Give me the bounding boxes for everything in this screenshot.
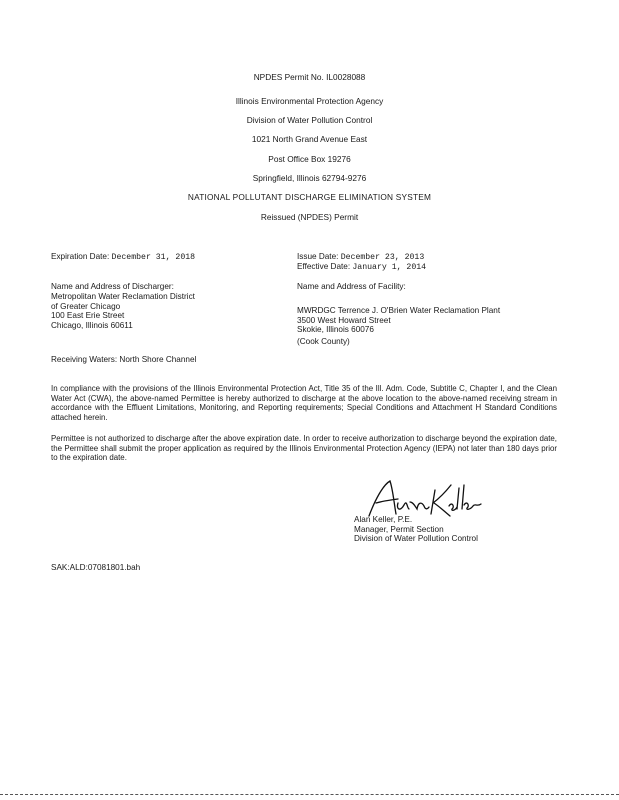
issue-label: Issue Date: (297, 252, 339, 261)
facility-address (297, 306, 500, 346)
signatory-org: Division of Water Pollution Control (354, 534, 478, 543)
facility-line: 3500 West Howard Street (297, 315, 391, 325)
street-address: 1021 North Grand Avenue East (251, 134, 368, 144)
signatory-name: Alan Keller, P.E. (354, 515, 413, 524)
effective-date (297, 262, 426, 273)
signatory-block (354, 515, 478, 544)
permit-number: NPDES Permit No. IL0028088 (253, 72, 366, 82)
discharger-line: Chicago, Illinois 60611 (51, 320, 133, 330)
expiration-value: December 31, 2018 (111, 253, 196, 262)
discharger-line: Metropolitan Water Reclamation District (51, 292, 195, 301)
facility-line: MWRDGC Terrence J. O'Brien Water Reclamation Plant (297, 306, 501, 315)
facility-line: Skokie, Illinois 60076 (297, 325, 374, 334)
reissue-title: Reissued (NPDES) Permit (260, 212, 359, 222)
expiration-paragraph: Permittee is not authorized to discharge after the above expiration date. In order to receive authorization to discharge beyond the expiration date, the Permittee shall submit the proper application as required by the Illinois Environmental Protection Agency (IEPA) not later than 180 days prior to the expiration date. (51, 434, 557, 463)
division-name: Division of Water Pollution Control (246, 115, 373, 125)
issue-date (297, 252, 424, 263)
facility-line: (Cook County) (297, 336, 350, 346)
effective-value: January 1, 2014 (352, 263, 427, 272)
discharger-heading: Name and Address of Discharger: (51, 282, 174, 291)
issue-value: December 23, 2013 (340, 253, 425, 262)
po-box: Post Office Box 19276 (268, 154, 351, 164)
page-bottom-edge (0, 794, 619, 795)
expiration-label: Expiration Date: (51, 252, 110, 261)
file-reference-code: SAK:ALD:07081801.bah (51, 563, 141, 572)
system-title: NATIONAL POLLUTANT DISCHARGE ELIMINATION SYSTEM (187, 192, 432, 202)
facility-heading: Name and Address of Facility: (297, 282, 406, 291)
expiration-date (51, 252, 195, 263)
effective-label: Effective Date: (297, 262, 351, 271)
compliance-paragraph: In compliance with the provisions of the Illinois Environmental Protection Act, Title 35 of the Ill. Adm. Code, Subtitle C, Chapter I, and the Clean Water Act (CWA), the above-named Permittee is hereby authorized to discharge at the above location to the above-named receiving stream in accordance with the Effluent Limitations, Monitoring, and Reporting requirements; Special Conditions and Attachment H Standard Conditions attached herein. (51, 384, 557, 422)
city-state-zip: Springfield, Illinois 62794-9276 (252, 173, 367, 183)
discharger-address (51, 292, 195, 330)
discharger-line: 100 East Erie Street (51, 311, 125, 320)
signatory-title: Manager, Permit Section (354, 524, 444, 534)
receiving-waters: Receiving Waters: North Shore Channel (51, 355, 197, 364)
agency-name: Illinois Environmental Protection Agency (235, 96, 384, 106)
discharger-line: of Greater Chicago (51, 301, 121, 311)
